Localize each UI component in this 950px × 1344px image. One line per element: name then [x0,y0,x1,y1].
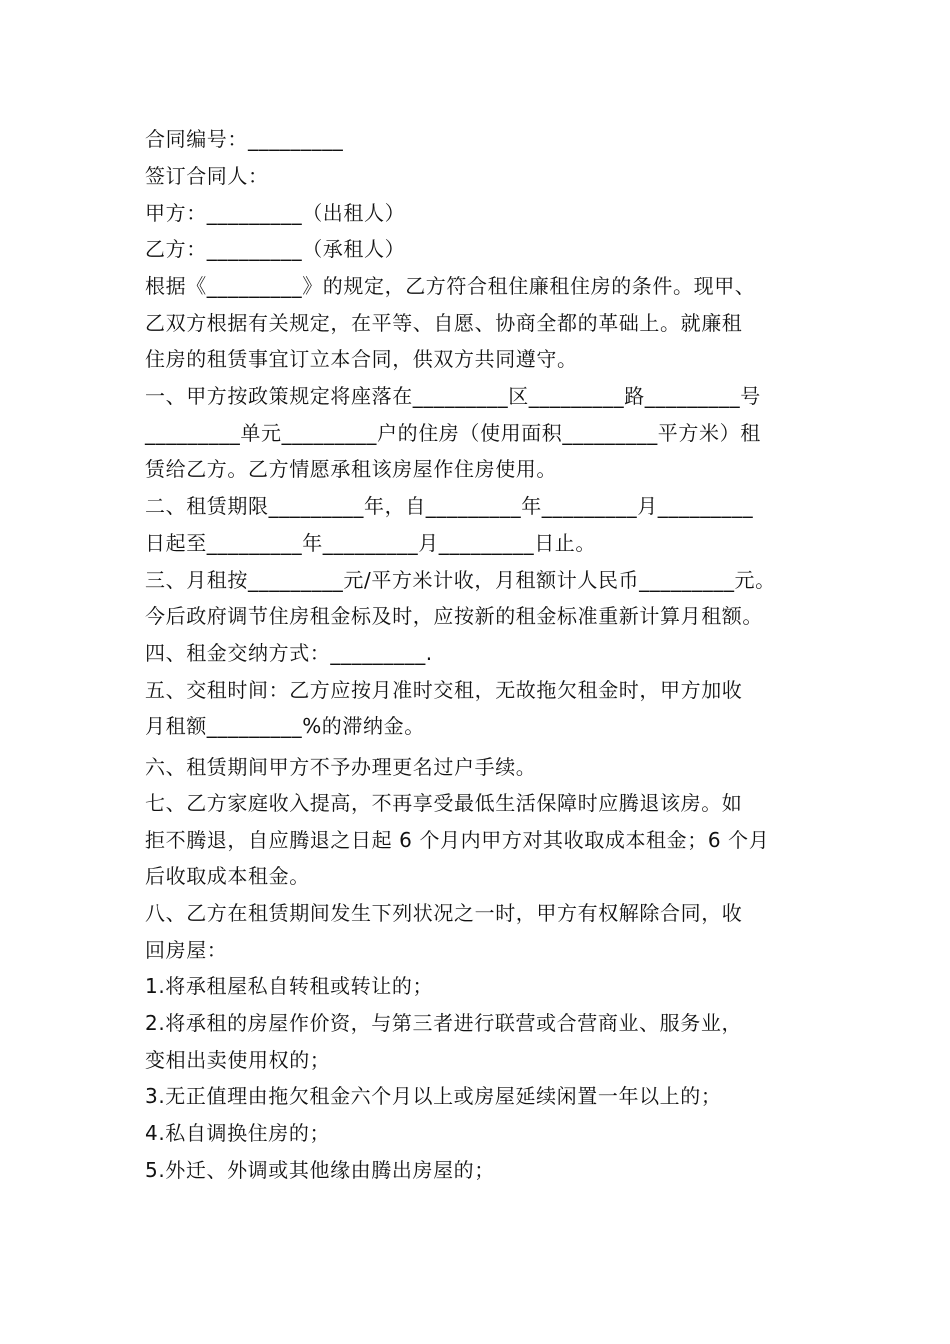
clause-2-line-2: 日起至_________年_________月_________日止。 [145,531,596,555]
clause-7-line-3: 后收取成本租金。 [145,864,310,888]
party-a-line: 甲方：_________（出租人） [145,201,406,225]
contract-number-line: 合同编号：_________ [145,127,344,151]
party-b-line: 乙方：_________（承租人） [145,237,406,261]
clause-2-line-1: 二、租赁期限_________年，自_________年_________月_________ [145,494,754,518]
preamble-line-3: 住房的租赁事宜订立本合同，供双方共同遵守。 [145,347,578,371]
clause-8-line-1: 八、乙方在租赁期间发生下列状况之一时，甲方有权解除合同，收 [145,901,743,925]
clause-1-line-2: _________单元_________户的住房（使用面积_________平方米）租 [145,421,761,445]
clause-8-item-2-line-1: 2.将承租的房屋作价资，与第三者进行联营或合营商业、服务业， [145,1011,743,1035]
signatories-line: 签订合同人： [145,164,269,188]
clause-8-item-4: 4.私自调换住房的； [145,1121,331,1145]
clause-8-item-3: 3.无正值理由拖欠租金六个月以上或房屋延续闲置一年以上的； [145,1084,722,1108]
clause-8-item-2-line-2: 变相出卖使用权的； [145,1048,331,1072]
clause-7-line-1: 七、乙方家庭收入提高，不再享受最低生活保障时应腾退该房。如 [145,791,743,815]
preamble-line-2: 乙双方根据有关规定，在平等、自愿、协商全都的革础上。就廉租 [145,311,743,335]
clause-4-line: 四、租金交纳方式：_________. [145,641,433,665]
clause-5-line-2: 月租额_________%的滞纳金。 [145,714,425,738]
clause-8-line-2: 回房屋： [145,938,228,962]
clause-3-line-1: 三、月租按_________元/平方米计收，月租额计人民币_________元。 [145,568,776,592]
clause-8-item-1: 1.将承租屋私自转租或转让的； [145,974,434,998]
clause-8-item-5: 5.外迁、外调或其他缘由腾出房屋的； [145,1158,495,1182]
preamble-line-1: 根据《_________》的规定，乙方符合租住廉租住房的条件。现甲、 [145,274,756,298]
clause-5-line-1: 五、交租时间：乙方应按月准时交租，无故拖欠租金时，甲方加收 [145,678,743,702]
clause-1-line-3: 赁给乙方。乙方情愿承租该房屋作住房使用。 [145,457,557,481]
clause-3-line-2: 今后政府调节住房租金标及时，应按新的租金标准重新计算月租额。 [145,604,763,628]
clause-7-line-2: 拒不腾退，自应腾退之日起 6 个月内甲方对其收取成本租金；6 个月 [145,828,770,852]
clause-6-line: 六、租赁期间甲方不予办理更名过户手续。 [145,755,537,779]
clause-1-line-1: 一、甲方按政策规定将座落在_________区_________路_________号 [145,384,761,408]
